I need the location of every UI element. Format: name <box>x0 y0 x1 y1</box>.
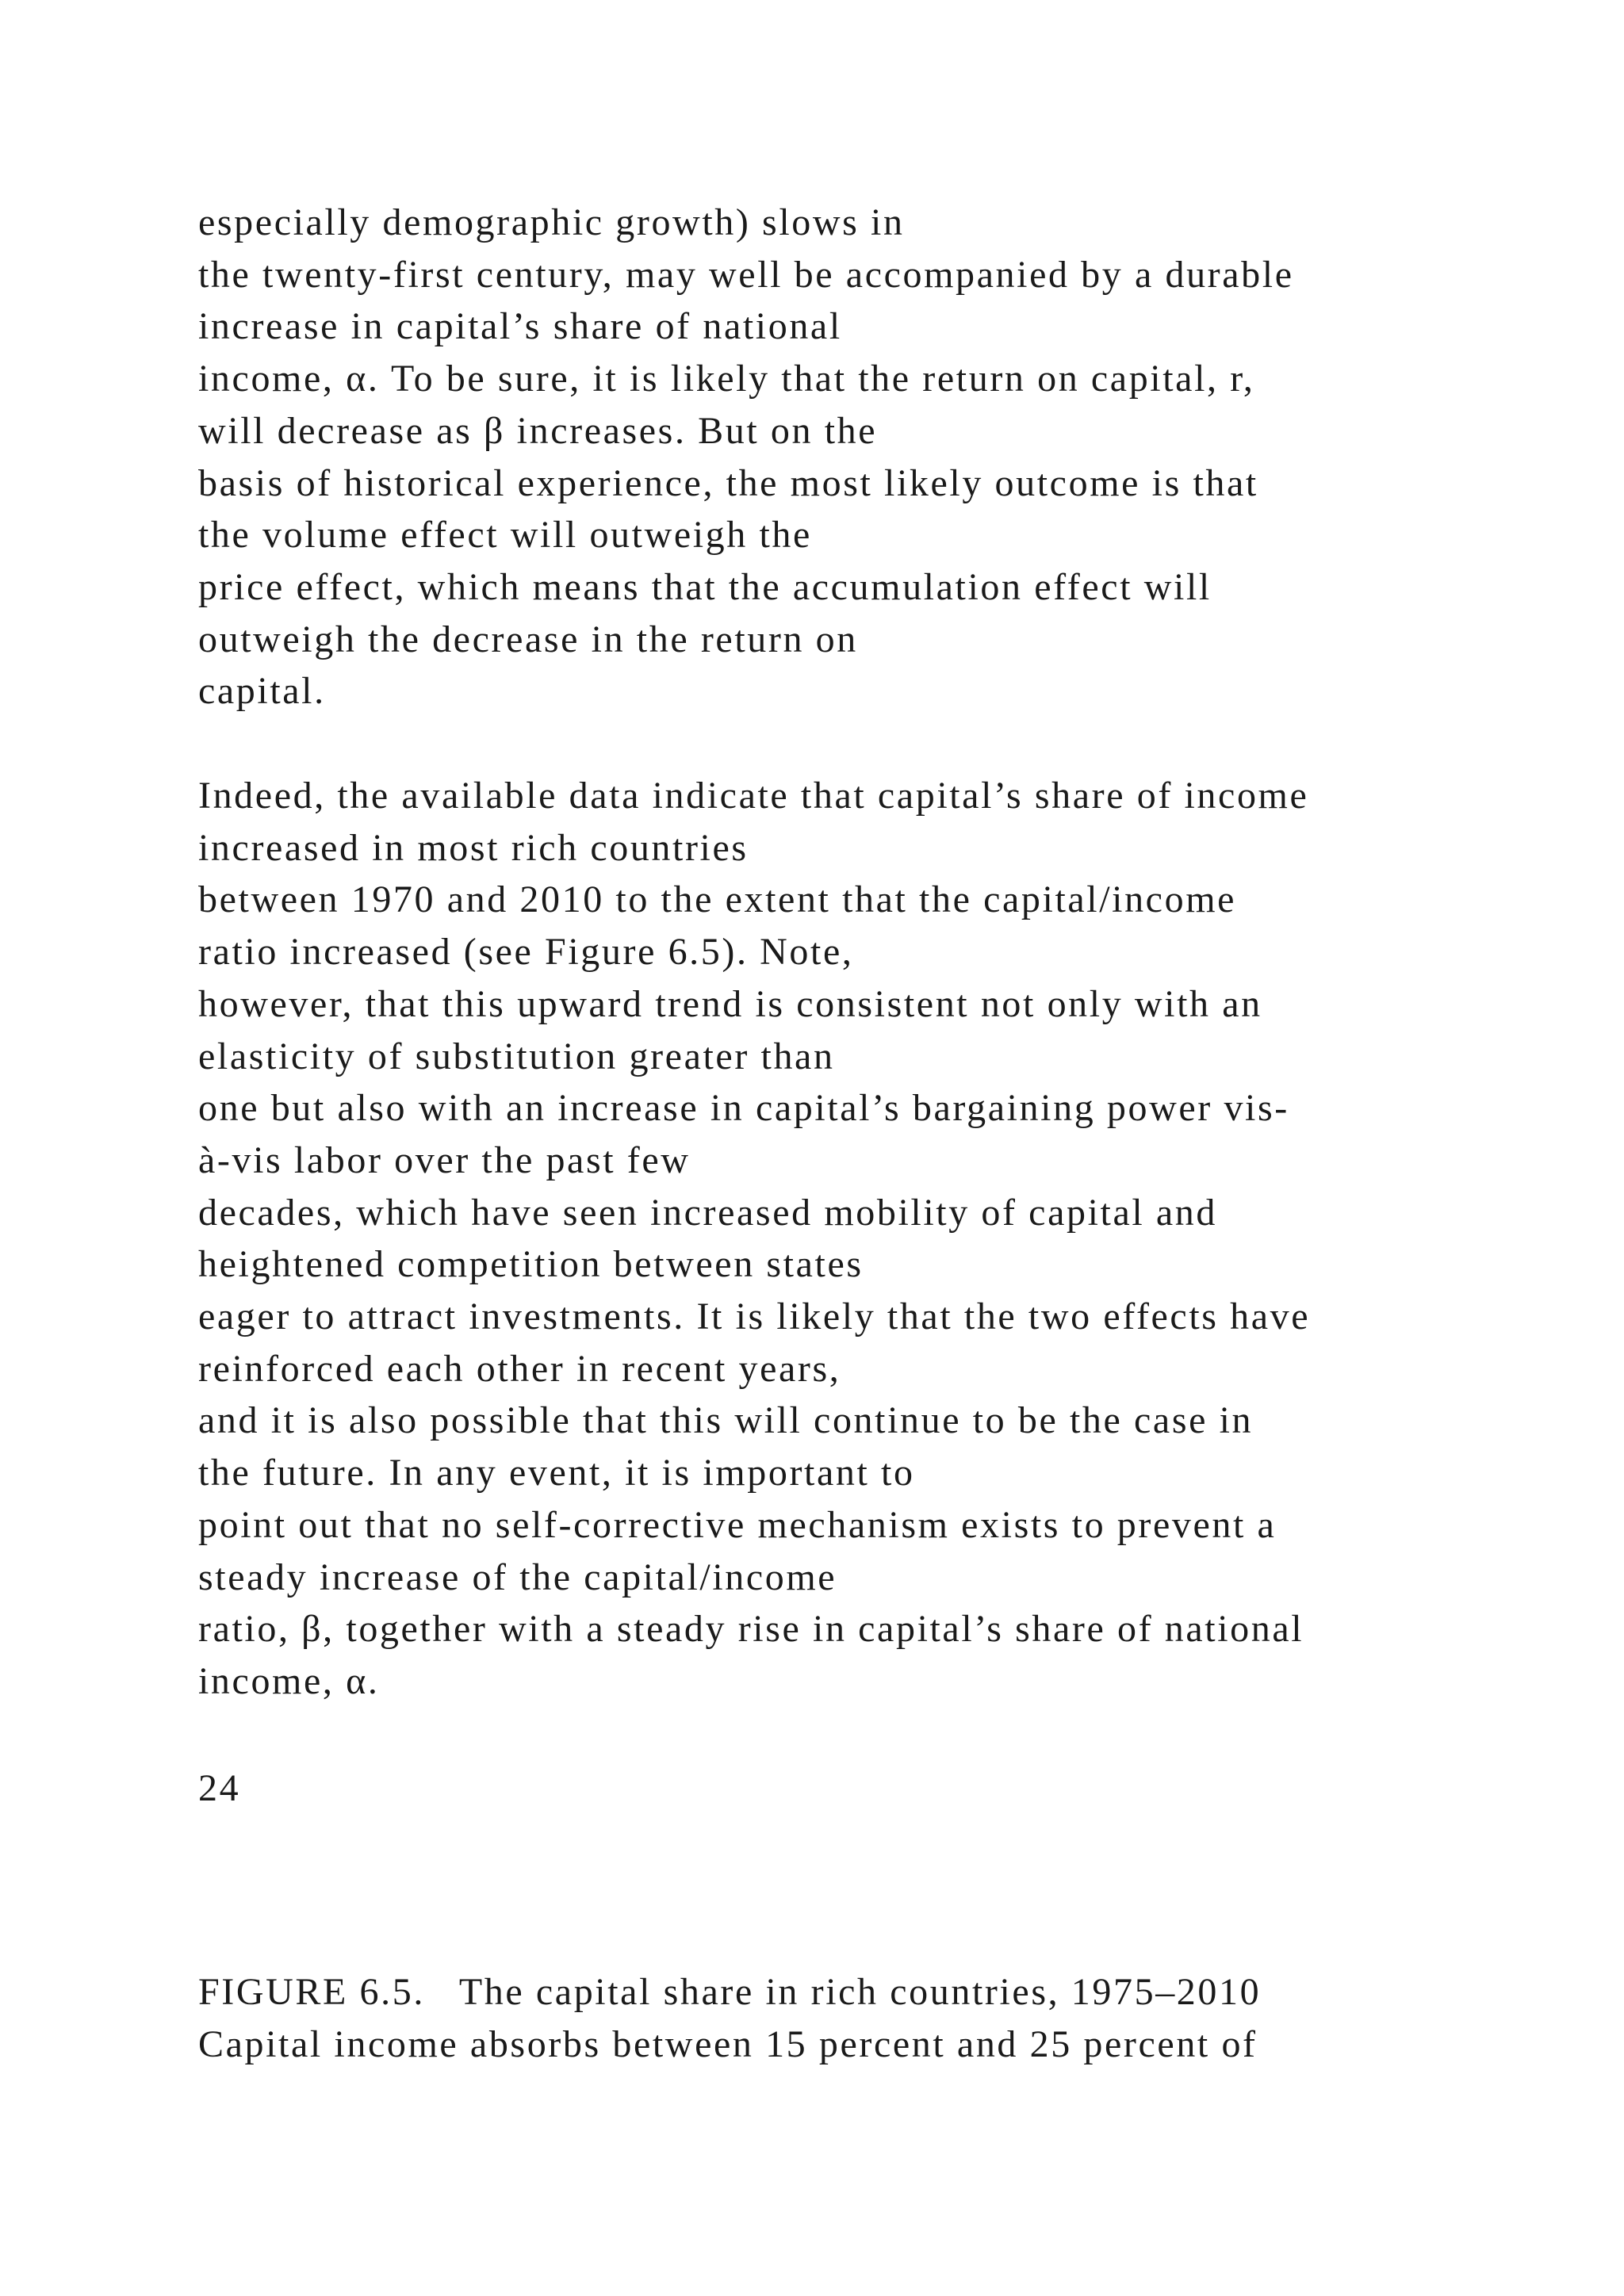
body-paragraph-2: Indeed, the available data indicate that capital’s share of income increased in most rich countries between 1970 and 2010 to the extent that the capital/income ratio increased (see Figure 6.5). Note, however, that this upward trend is consistent not only with an elasticity of substitution greater than one but also with an increase in capital’s bargaining power vis- à-vis labor over the past few decades, which have seen increased mobility of capital and heightened competition between states eager to attract investments. It is likely that the two effects have reinforced each other in recent years, and it is also possible that this will continue to be the case in the future. In any event, it is important to point out that no self-corrective mechanism exists to prevent a steady increase of the capital/income ratio, β, together with a steady rise in capital’s share of national income, α. <box>198 775 1311 1702</box>
figure-caption: FIGURE 6.5. The capital share in rich countries, 1975–2010 Capital income absorbs between 15 percent and 25 percent of <box>198 1971 1262 2065</box>
body-paragraph-1: especially demographic growth) slows in the twenty-first century, may well be accompanied by a durable increase in capital’s share of national income, α. To be sure, it is likely that the return on capital, r, will decrease as β increases. But on the basis of historical experience, the most likely outcome is that the volume effect will outweigh the price effect, which means that the accumulation effect will outweigh the decrease in the return on capital. <box>198 201 1294 713</box>
page-number: 24 <box>198 1767 241 1809</box>
